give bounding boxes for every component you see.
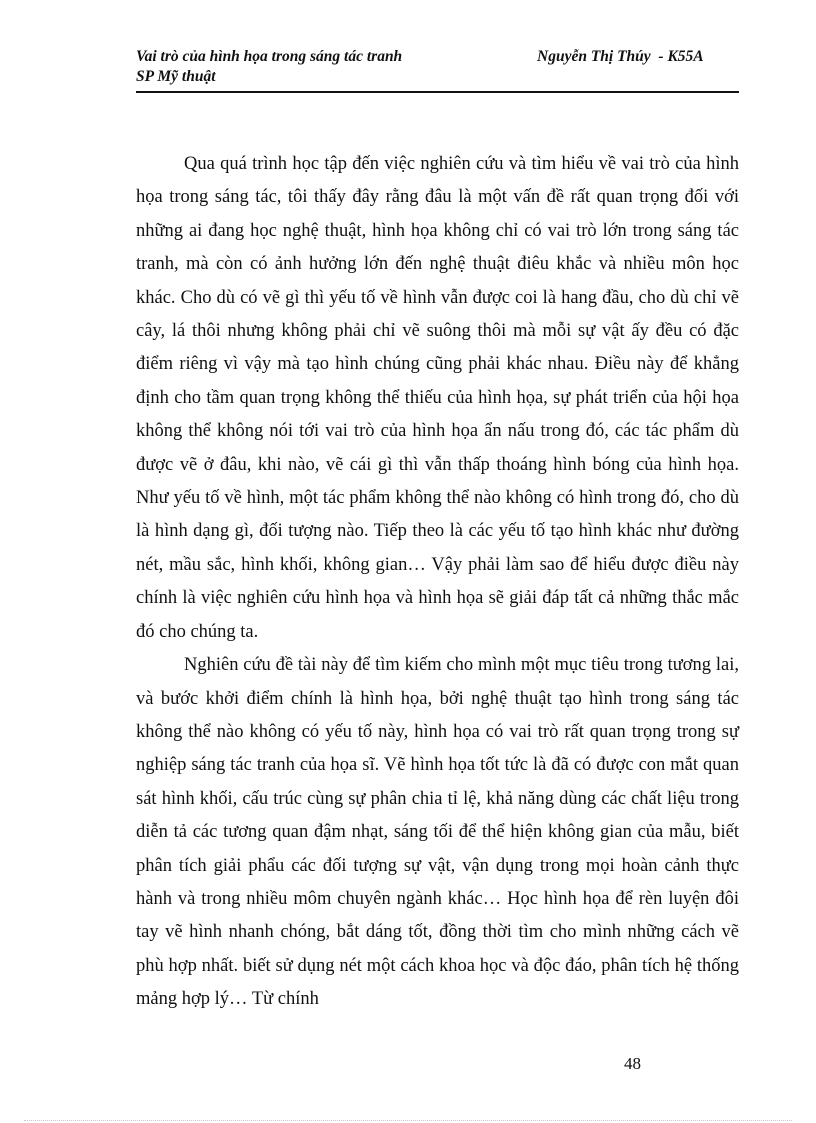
paragraph-1: Qua quá trình học tập đến việc nghiên cứu và tìm hiểu về vai trò của hình họa trong sáng tác, tôi thấy đây rằng đâu là một vấn đề rất quan trọng đối với những ai đang học nghệ thuật, hình họa không chỉ có vai trò lớn trong sáng tác tranh, mà còn có ảnh hưởng lớn đến nghệ thuật điêu khắc và nhiều môn học khác. Cho dù có vẽ gì thì yếu tố về hình vẫn được coi là hang đầu, cho dù chỉ vẽ cây, lá thôi nhưng không phải chỉ vẽ suông thôi mà mỗi sự vật ấy đều có đặc điểm riêng vì vậy mà tạo hình chúng cũng phải khác nhau. Điều này để khẳng định cho tầm quan trọng không thể thiếu của hình họa, sự phát triển của hội họa không thể không nói tới vai trò của hình họa ẩn nấu trong đó, các tác phẩm dù được vẽ ở đâu, khi nào, vẽ cái gì thì vẫn thấp thoáng hình bóng của hình họa. Như yếu tố về hình, một tác phẩm không thể nào không có hình trong đó, cho dù là hình dạng gì, đối tượng nào. Tiếp theo là các yếu tố tạo hình khác như đường nét, mầu sắc, hình khối, không gian… Vậy phải làm sao để hiểu được điều này chính là việc nghiên cứu hình họa và hình họa sẽ giải đáp tất cả những thắc mắc đó cho chúng ta. [136,154,739,642]
document-body [136,148,739,1017]
page-number: 48 [624,1054,641,1073]
paragraph-2: Nghiên cứu đề tài này để tìm kiếm cho mình một mục tiêu trong tương lai, và bước khởi điểm chính là hình họa, bởi nghệ thuật tạo hình trong sáng tác không thể nào không có yếu tố này, hình họa có vai trò rất quan trọng trong sự nghiệp sáng tác tranh của họa sĩ. Vẽ hình họa tốt tức là đã có được con mắt quan sát hình khối, cấu trúc cùng sự phân chia tỉ lệ, khả năng dùng các chất liệu trong diễn tả các tương quan đậm nhạt, sáng tối để thể hiện không gian của mẫu, biết phân tích giải phẩu các đối tượng sự vật, vận dụng trong mọi hoàn cảnh thực hành và trong nhiều môm chuyên ngành khác… Học hình họa để rèn luyện đôi tay vẽ hình nhanh chóng, bắt dáng tốt, đồng thời tìm cho mình những cách vẽ phù hợp nhất. biết sử dụng nét một cách khoa học và độc đáo, phân tích hệ thống mảng hợp lý… Từ chính [136,655,739,1010]
footer-divider [24,1120,792,1121]
page-header [136,47,739,93]
header-author: Nguyễn Thị Thúy - K55A [537,48,704,65]
header-title [136,47,402,87]
header-title-line1: Vai trò của hình họa trong sáng tác tranh [136,48,403,65]
header-title-line2: SP Mỹ thuật [136,68,216,85]
